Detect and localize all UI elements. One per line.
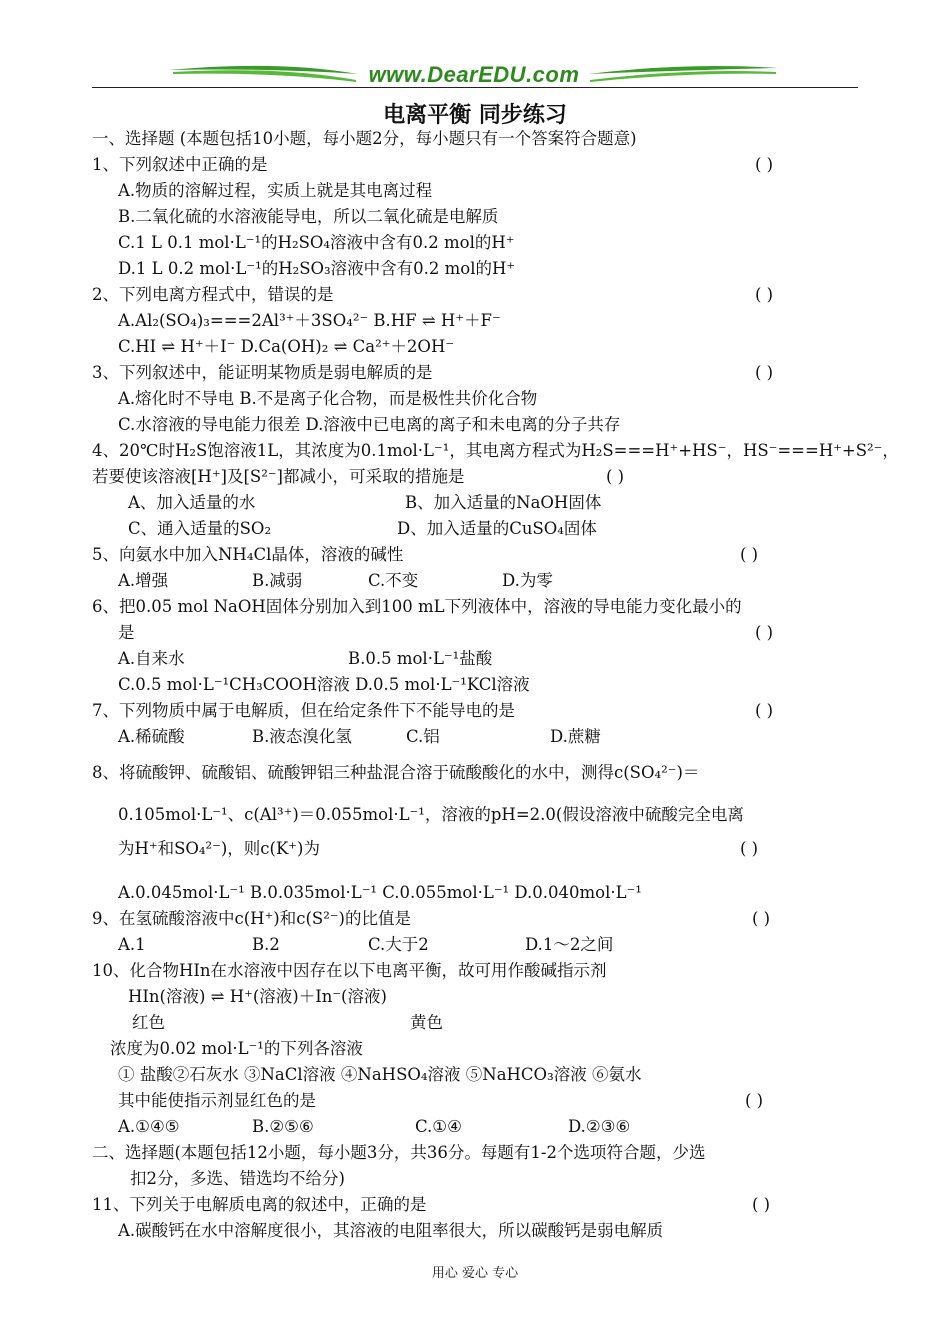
text-line: D.②③⑥ bbox=[568, 1117, 631, 1136]
text-line: 10、化合物HIn在水溶液中因存在以下电离平衡，故可用作酸碱指示剂 bbox=[92, 961, 607, 980]
text-line: A.物质的溶解过程，实质上就是其电离过程 bbox=[118, 181, 433, 200]
text-line: 6、把0.05 mol NaOH固体分别加入到100 mL下列液体中，溶液的导电能力变化最小的 bbox=[92, 597, 742, 616]
text-line: B.液态溴化氢 bbox=[252, 727, 352, 746]
answer-blank: ( ) bbox=[752, 1195, 771, 1214]
text-line: C.①④ bbox=[415, 1117, 462, 1136]
text-line: A.增强 bbox=[118, 571, 169, 590]
text-line: 11、下列关于电解质电离的叙述中，正确的是 bbox=[92, 1195, 427, 1214]
answer-blank: ( ) bbox=[755, 701, 774, 720]
text-line: B.②⑤⑥ bbox=[252, 1117, 314, 1136]
text-line: B、加入适量的NaOH固体 bbox=[405, 493, 602, 512]
text-line: A.自来水 bbox=[118, 649, 185, 668]
text-line: 若要使该溶液[H⁺]及[S²⁻]都减小，可采取的措施是 bbox=[92, 467, 465, 486]
text-line: C.不变 bbox=[368, 571, 419, 590]
text-line: 9、在氢硫酸溶液中c(H⁺)和c(S²⁻)的比值是 bbox=[92, 909, 411, 928]
answer-blank: ( ) bbox=[755, 623, 774, 642]
text-line: 2、下列电离方程式中，错误的是 bbox=[92, 285, 334, 304]
text-line: 浓度为0.02 mol·L⁻¹的下列各溶液 bbox=[110, 1039, 363, 1058]
text-line: C.1 L 0.1 mol·L⁻¹的H₂SO₄溶液中含有0.2 mol的H⁺ bbox=[118, 233, 515, 252]
text-line: 5、向氨水中加入NH₄Cl晶体，溶液的碱性 bbox=[92, 545, 404, 564]
text-line: 一、选择题 (本题包括10小题，每小题2分，每小题只有一个答案符合题意) bbox=[92, 129, 637, 148]
answer-blank: ( ) bbox=[755, 155, 774, 174]
answer-blank: ( ) bbox=[606, 467, 625, 486]
answer-blank: ( ) bbox=[740, 545, 759, 564]
text-line: C.铝 bbox=[406, 727, 440, 746]
text-line: C.水溶液的导电能力很差 D.溶液中已电离的离子和未电离的分子共存 bbox=[118, 415, 621, 434]
text-line: A.稀硫酸 bbox=[118, 727, 185, 746]
text-line: C.大于2 bbox=[368, 935, 429, 954]
answer-blank: ( ) bbox=[740, 839, 759, 858]
text-line: HIn(溶液) ⇌ H⁺(溶液)＋In⁻(溶液) bbox=[128, 987, 387, 1006]
text-line: D、加入适量的CuSO₄固体 bbox=[397, 519, 597, 538]
text-line: ① 盐酸②石灰水 ③NaCl溶液 ④NaHSO₄溶液 ⑤NaHCO₃溶液 ⑥氨水 bbox=[118, 1065, 642, 1084]
header-rule bbox=[92, 87, 858, 88]
site-logo-text: www.DearEDU.com bbox=[368, 62, 580, 87]
text-line: 0.105mol·L⁻¹、c(Al³⁺)＝0.055mol·L⁻¹，溶液的pH=2.0(假设溶液中硫酸完全电离 bbox=[118, 805, 744, 824]
text-line: 二、选择题(本题包括12小题，每小题3分，共36分。每题有1-2个选项符合题，少选 bbox=[92, 1143, 706, 1162]
text-line: A.①④⑤ bbox=[118, 1117, 180, 1136]
answer-blank: ( ) bbox=[755, 363, 774, 382]
text-line: A、加入适量的水 bbox=[128, 493, 256, 512]
text-line: 1、下列叙述中正确的是 bbox=[92, 155, 268, 174]
page-footer: 用心 爱心 专心 bbox=[431, 1266, 519, 1281]
text-line: A.Al₂(SO₄)₃===2Al³⁺＋3SO₄²⁻ B.HF ⇌ H⁺＋F⁻ bbox=[118, 311, 501, 330]
text-line: 黄色 bbox=[410, 1013, 443, 1032]
page-title: 电离平衡 同步练习 bbox=[383, 102, 567, 128]
text-line: D.为零 bbox=[502, 571, 553, 590]
answer-blank: ( ) bbox=[755, 285, 774, 304]
text-line: C.0.5 mol·L⁻¹CH₃COOH溶液 D.0.5 mol·L⁻¹KCl溶液 bbox=[118, 675, 530, 694]
text-line: A.1 bbox=[118, 935, 146, 954]
text-line: 3、下列叙述中，能证明某物质是弱电解质的是 bbox=[92, 363, 433, 382]
text-line: 扣2分，多选、错选均不给分) bbox=[130, 1169, 345, 1188]
text-line: 为H⁺和SO₄²⁻)，则c(K⁺)为 bbox=[118, 839, 320, 858]
text-line: B.二氧化硫的水溶液能导电，所以二氧化硫是电解质 bbox=[118, 207, 499, 226]
site-banner bbox=[88, 58, 860, 96]
text-line: B.2 bbox=[252, 935, 280, 954]
answer-blank: ( ) bbox=[752, 909, 771, 928]
text-line: 红色 bbox=[132, 1013, 165, 1032]
text-line: A.熔化时不导电 B.不是离子化合物，而是极性共价化合物 bbox=[118, 389, 538, 408]
text-line: D.1 L 0.2 mol·L⁻¹的H₂SO₃溶液中含有0.2 mol的H⁺ bbox=[118, 259, 516, 278]
text-line: 其中能使指示剂显红色的是 bbox=[118, 1091, 316, 1110]
text-line: B.0.5 mol·L⁻¹盐酸 bbox=[348, 649, 493, 668]
answer-blank: ( ) bbox=[745, 1091, 764, 1110]
text-line: A.碳酸钙在水中溶解度很小，其溶液的电阻率很大，所以碳酸钙是弱电解质 bbox=[118, 1221, 664, 1240]
text-line: 8、将硫酸钾、硫酸铝、硫酸钾铝三种盐混合溶于硫酸酸化的水中，测得c(SO₄²⁻)＝ bbox=[92, 763, 700, 782]
text-line: C.HI ⇌ H⁺＋I⁻ D.Ca(OH)₂ ⇌ Ca²⁺＋2OH⁻ bbox=[118, 337, 455, 356]
text-line: D.1～2之间 bbox=[525, 935, 614, 954]
text-line: 是 bbox=[118, 623, 135, 642]
text-line: C、通入适量的SO₂ bbox=[128, 519, 272, 538]
text-line: 7、下列物质中属于电解质，但在给定条件下不能导电的是 bbox=[92, 701, 515, 720]
text-line: B.减弱 bbox=[252, 571, 303, 590]
text-line: 4、20℃时H₂S饱溶液1L，其浓度为0.1mol·L⁻¹，其电离方程式为H₂S===H⁺+HS⁻，HS⁻===H⁺+S²⁻， bbox=[92, 441, 899, 460]
text-line: A.0.045mol·L⁻¹ B.0.035mol·L⁻¹ C.0.055mol·L⁻¹ D.0.040mol·L⁻¹ bbox=[118, 883, 642, 902]
text-line: D.蔗糖 bbox=[550, 727, 601, 746]
